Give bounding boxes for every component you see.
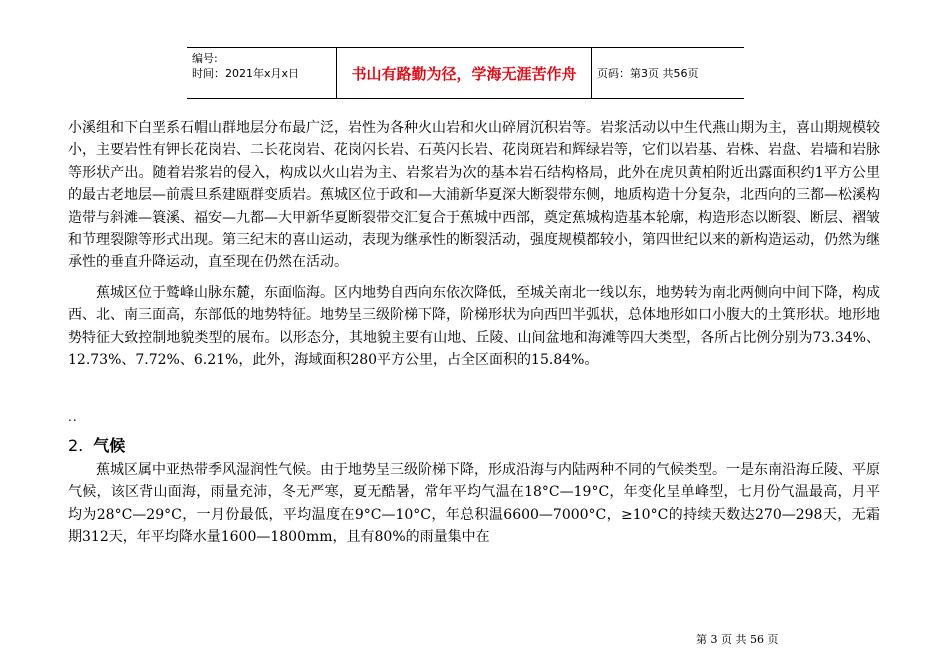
document-time-label: 时间：2021年x月x日 [192, 67, 300, 80]
page-header [187, 47, 744, 99]
section-title: 气候 [93, 436, 126, 455]
paragraph-climate: 蕉城区属中亚热带季风湿润性气候。由于地势呈三级阶梯下降，形成沿海与内陆两种不同的气候类型。一是东南沿海丘陵、平原气候，该区背山面海，雨量充沛，冬无严寒，夏无酷暑，常年平均气温在18°C—19°C，年变化呈单峰型，七月份气温最高，月平均为28°C—29°C，一月份最低，平均温度在9°C—10°C，年总积温6600—7000°C，≥10°C的持续天数达270—298天，无霜期312天，年平均降水量1600—1800mm，且有80%的雨量集中在 [68, 462, 880, 546]
header-motto: 书山有路勤为径，学海无涯苦作舟 [336, 48, 592, 98]
body-text-climate [68, 459, 880, 549]
header-page-number: 页码：第3页 共56页 [597, 67, 699, 80]
paragraph-geology: 小溪组和下白垩系石帽山群地层分布最广泛，岩性为各种火山岩和火山碎屑沉积岩等。岩浆活动以中生代燕山期为主，喜山期规模较小，主要岩性有钾长花岗岩、二长花岗岩、花岗闪长岩、石英闪长岩、花岗斑岩和辉绿岩等，它们以岩基、岩株、岩盘、岩墙和岩脉等形状产出。随着岩浆岩的侵入，构成以火山岩为主、岩浆岩为次的基本岩石结构格局，此外在虎贝黄柏附近出露面积约1平方公里的最古老地层—前震旦系建瓯群变质岩。蕉城区位于政和—大浦新华夏深大断裂带东侧，地质构造十分复杂，北西向的三都—松溪构造带与斜滩—簑溪、福安—九都—大甲新华夏断裂带交汇复合于蕉城中西部，奠定蕉城构造基本轮廓，构造形态以断裂、断层、褶皱和节理裂隙等形式出现。第三纪末的喜山运动，表现为继承性的断裂活动，强度规模都较小，第四世纪以来的新构造运动，仍然为继承性的垂直升降运动，直至现在仍然在活动。 [68, 120, 880, 271]
header-meta [192, 51, 299, 81]
list-marker-dots: .. [68, 410, 78, 424]
paragraph-terrain: 蕉城区位于鹫峰山脉东麓，东面临海。区内地势自西向东依次降低，至城关南北一线以东，地势转为南北两侧向中间下降，构成西、北、南三面高，东部低的地势特征。地势呈三级阶梯下降，阶梯形状为向西凹半弧状，总体地形如口小腹大的土箕形状。地形地势特征大致控制地貌类型的展布。以形态分，其地貌主要有山地、丘陵、山间盆地和海滩等四大类型，各所占比例分别为73.34%、12.73%、7.72%、6.21%，此外，海域面积280平方公里，占全区面积的15.84%。 [68, 284, 880, 369]
body-text-top [68, 117, 880, 371]
section-number: 2. [68, 436, 84, 455]
section-heading-climate [68, 433, 125, 456]
page-footer: 第 3 页 共 56 页 [696, 633, 779, 646]
document-number-label: 编号: [192, 52, 218, 65]
